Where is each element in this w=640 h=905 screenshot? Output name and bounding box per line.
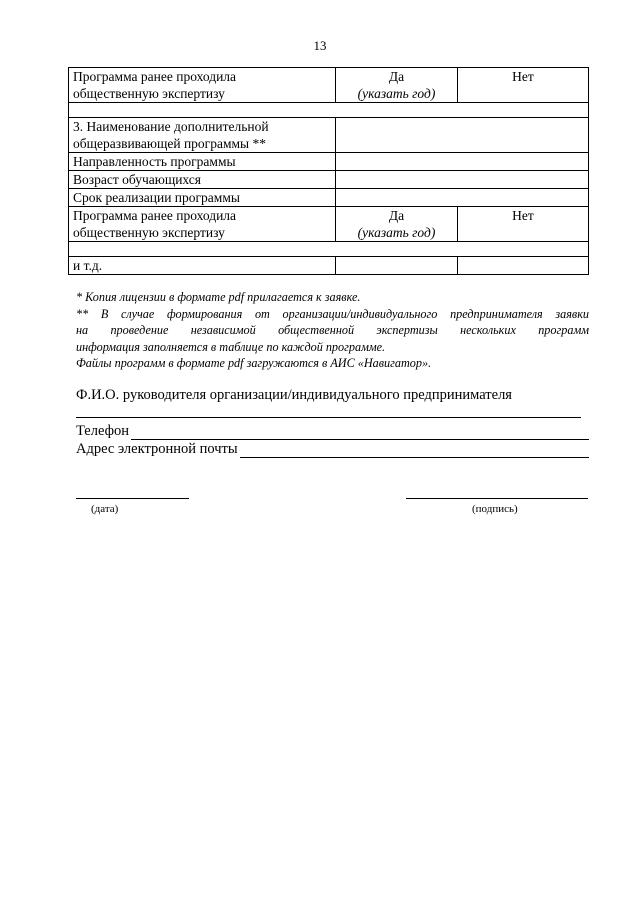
no-cell[interactable] (458, 207, 589, 242)
note-multiple-line1: ** В случае формирования от организации/индивидуального предпринимателя заявки (76, 306, 589, 321)
page-number: 13 (313, 38, 327, 53)
table-row (69, 153, 589, 171)
footnotes (76, 289, 589, 372)
empty-cell (69, 242, 589, 257)
table-row (69, 257, 589, 275)
date-field[interactable] (76, 498, 189, 499)
table-row (69, 207, 589, 242)
signature-field[interactable] (406, 498, 588, 499)
etc-label: и т.д. (69, 257, 336, 275)
director-label: Ф.И.О. руководителя организации/индивидуального предпринимателя (76, 387, 512, 403)
etc-yes-cell[interactable] (336, 257, 458, 275)
age-label: Возраст обучающихся (69, 171, 336, 189)
yes-cell[interactable] (336, 207, 458, 242)
email-field[interactable] (240, 443, 589, 458)
expertise-label-line1: Программа ранее проходила (73, 69, 237, 84)
table-row (69, 189, 589, 207)
table-cell-label (69, 118, 336, 153)
email-label: Адрес электронной почты (76, 441, 238, 457)
expertise-label-line2: общественную экспертизу (73, 225, 225, 240)
table-row (69, 171, 589, 189)
no-label: Нет (512, 208, 534, 223)
direction-value[interactable] (336, 153, 589, 171)
signature-caption: (подпись) (472, 503, 518, 515)
note-license: * Копия лицензии в формате pdf прилагается к заявке. (76, 290, 361, 304)
email-row (76, 440, 589, 458)
director-name-field[interactable] (76, 417, 581, 418)
age-value[interactable] (336, 171, 589, 189)
phone-row (76, 422, 589, 440)
table-row-empty (69, 103, 589, 118)
note-multiple-line3: информация заполняется в таблице по каждой программе. (76, 339, 386, 354)
yes-note: (указать год) (357, 86, 436, 101)
no-cell[interactable] (458, 68, 589, 103)
term-label: Срок реализации программы (69, 189, 336, 207)
note-multiple-line2: на проведение независимой общественной экспертизы нескольких программ (76, 323, 589, 337)
empty-cell (69, 103, 589, 118)
expertise-label-line2: общественную экспертизу (73, 86, 225, 101)
yes-cell[interactable] (336, 68, 458, 103)
note-files: Файлы программ в формате pdf загружаются в АИС «Навигатор». (76, 356, 432, 370)
program-name-value[interactable] (336, 118, 589, 153)
yes-label: Да (388, 69, 405, 84)
date-caption: (дата) (91, 503, 119, 515)
phone-field[interactable] (131, 425, 589, 440)
yes-note: (указать год) (357, 225, 436, 240)
program-table (68, 67, 589, 275)
no-label: Нет (512, 69, 534, 84)
yes-label: Да (388, 208, 405, 223)
program-name-label-line1: 3. Наименование дополнительной (73, 119, 269, 134)
table-row (69, 68, 589, 103)
phone-label: Телефон (76, 423, 129, 439)
table-cell-label (69, 207, 336, 242)
program-name-label-line2: общеразвивающей программы ** (73, 136, 266, 151)
table-row (69, 118, 589, 153)
direction-label: Направленность программы (69, 153, 336, 171)
expertise-label-line1: Программа ранее проходила (73, 208, 237, 223)
term-value[interactable] (336, 189, 589, 207)
table-row-empty (69, 242, 589, 257)
etc-no-cell[interactable] (458, 257, 589, 275)
table-cell-label (69, 68, 336, 103)
